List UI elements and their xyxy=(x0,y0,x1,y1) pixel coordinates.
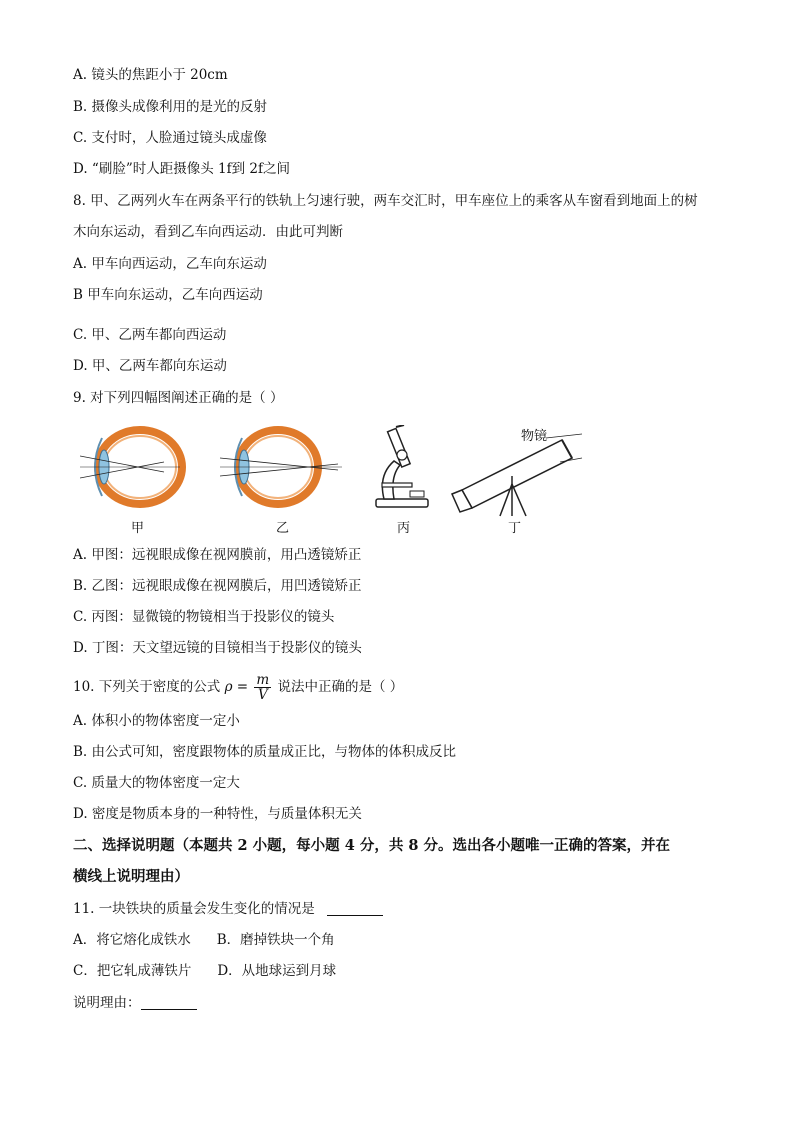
q11-option-a: A．将它熔化成铁水 xyxy=(73,932,191,948)
caption-jia: 甲 xyxy=(131,521,145,536)
fraction-numerator: m xyxy=(256,672,270,688)
q7-option-c: C. 支付时，人脸通过镜头成虚像 xyxy=(73,130,267,146)
q11-reason-blank[interactable] xyxy=(141,995,197,1010)
q9-option-d: D. 丁图：天文望远镜的目镜相当于投影仪的镜头 xyxy=(73,640,362,656)
q8-option-c: C. 甲、乙两车都向西运动 xyxy=(73,327,227,343)
fraction-denominator: V xyxy=(257,687,268,703)
caption-objective-lens: 物镜 xyxy=(521,429,548,444)
section2-heading-line2: 横线上说明理由） xyxy=(73,868,189,885)
q10-option-b: B. 由公式可知，密度跟物体的质量成正比，与物体的体积成反比 xyxy=(73,744,457,760)
eye-diagram-yi xyxy=(220,420,345,515)
microscope-diagram-bing xyxy=(372,425,437,510)
caption-ding: 丁 xyxy=(508,521,522,536)
q11-stem-text: 11. 一块铁块的质量会发生变化的情况是 xyxy=(73,901,315,917)
density-fraction xyxy=(254,673,271,702)
q9-option-a: A. 甲图：远视眼成像在视网膜前，用凸透镜矫正 xyxy=(73,547,362,563)
q11-answer-blank[interactable] xyxy=(327,901,383,916)
q11-option-d: D．从地球运到月球 xyxy=(217,963,337,979)
q10-stem-pre: 10. 下列关于密度的公式 xyxy=(73,679,221,695)
q11-options-row2 xyxy=(73,962,336,980)
q9-option-c: C. 丙图：显微镜的物镜相当于投影仪的镜头 xyxy=(73,609,335,625)
q7-option-d: D. “刷脸”时人距摄像头 1f到 2f之间 xyxy=(73,161,290,177)
section2-heading-line1: 二、选择说明题（本题共 2 小题，每小题 4 分，共 8 分。选出各小题唯一正确的答案，并在 xyxy=(73,837,671,854)
q10-stem xyxy=(73,672,403,702)
q11-option-b: B．磨掉铁块一个角 xyxy=(216,932,335,948)
q8-stem-line2: 木向东运动，看到乙车向西运动．由此可判断 xyxy=(73,224,343,240)
q8-option-b: B 甲车向东运动，乙车向西运动 xyxy=(73,287,263,303)
q11-reason xyxy=(73,994,197,1012)
q8-option-a: A. 甲车向西运动，乙车向东运动 xyxy=(73,256,267,272)
eye-diagram-jia xyxy=(80,420,190,515)
q10-option-c: C. 质量大的物体密度一定大 xyxy=(73,775,240,791)
q10-option-d: D. 密度是物质本身的一种特性，与质量体积无关 xyxy=(73,806,362,822)
q8-option-d: D. 甲、乙两车都向东运动 xyxy=(73,358,227,374)
caption-bing: 丙 xyxy=(397,521,411,536)
q10-option-a: A. 体积小的物体密度一定小 xyxy=(73,713,240,729)
q11-stem xyxy=(73,900,383,918)
telescope-diagram-ding xyxy=(450,432,585,517)
q9-stem: 9. 对下列四幅图阐述正确的是（ ） xyxy=(73,390,284,406)
q7-option-b: B. 摄像头成像利用的是光的反射 xyxy=(73,99,268,115)
q8-stem-line1: 8. 甲、乙两列火车在两条平行的铁轨上匀速行驶，两车交汇时，甲车座位上的乘客从车窗看到地面上的树 xyxy=(73,193,698,209)
caption-yi: 乙 xyxy=(276,521,290,536)
q7-option-a: A. 镜头的焦距小于 20cm xyxy=(73,67,228,83)
q11-reason-label: 说明理由： xyxy=(73,995,141,1011)
q9-option-b: B. 乙图：远视眼成像在视网膜后，用凹透镜矫正 xyxy=(73,578,362,594)
density-symbol: ρ = xyxy=(224,679,249,695)
q11-options-row1 xyxy=(73,931,335,949)
q11-option-c: C．把它轧成薄铁片 xyxy=(73,963,192,979)
q10-stem-post: 说法中正确的是（ ） xyxy=(277,679,404,695)
